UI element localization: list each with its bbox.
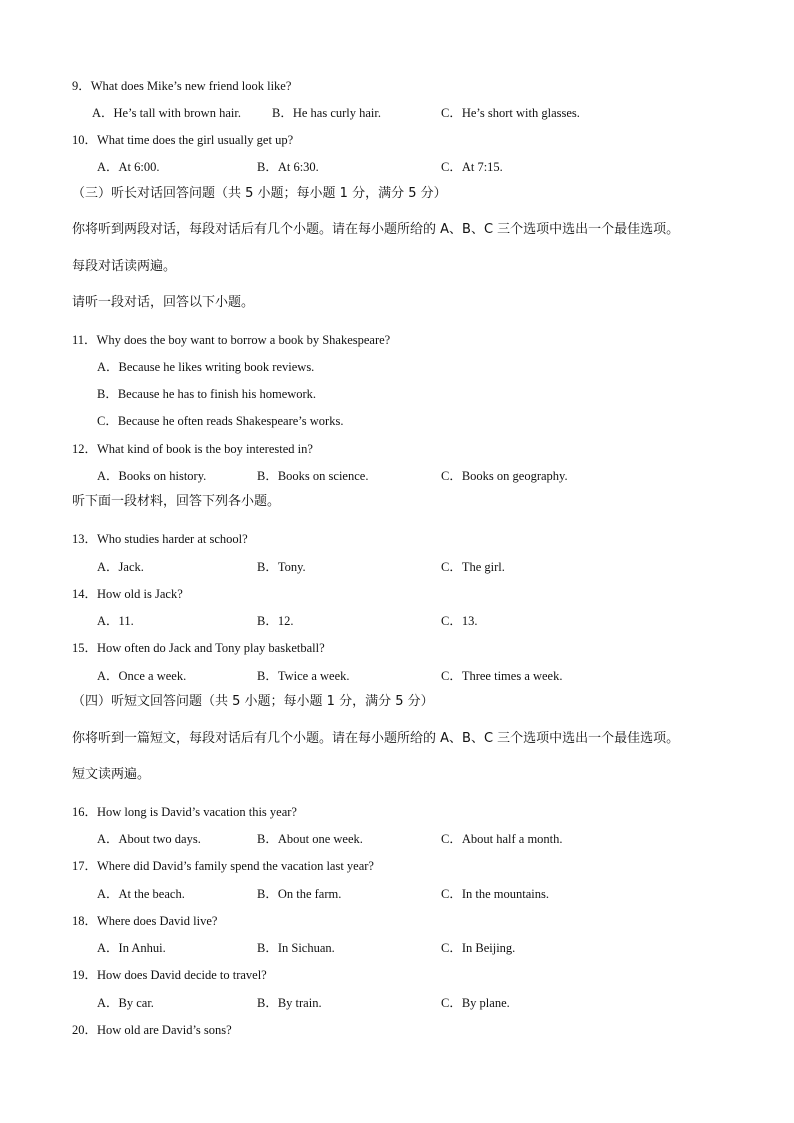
question-18-option-a[interactable]: A．In Anhui. (97, 941, 166, 955)
question-12-option-b[interactable]: B．Books on science. (257, 469, 369, 483)
question-9-stem: 9．What does Mike’s new friend look like? (72, 79, 292, 93)
question-15-option-c[interactable]: C．Three times a week. (441, 669, 563, 683)
question-13-option-a[interactable]: A．Jack. (97, 560, 144, 574)
question-19-option-b[interactable]: B．By train. (257, 996, 322, 1010)
question-16-stem: 16．How long is David’s vacation this year? (72, 805, 297, 819)
section-3-dialog-2-intro: 听下面一段材料，回答下列各小题。 (72, 494, 281, 509)
question-14-stem: 14．How old is Jack? (72, 587, 183, 601)
question-11-stem: 11．Why does the boy want to borrow a book by Shakespeare? (72, 333, 391, 347)
section-3-instructions: 你将听到两段对话，每段对话后有几个小题。请在每小题所给的 A、B、C 三个选项中选出一个最佳选项。 (72, 222, 680, 237)
section-4-instructions: 你将听到一篇短文，每段对话后有几个小题。请在每小题所给的 A、B、C 三个选项中选出一个最佳选项。 (72, 731, 680, 746)
section-3-dialog-1-intro: 请听一段对话，回答以下小题。 (72, 295, 255, 310)
question-15-stem: 15．How often do Jack and Tony play basketball? (72, 641, 325, 655)
question-11-option-c[interactable]: C．Because he often reads Shakespeare’s works. (97, 414, 344, 428)
question-10-stem: 10．What time does the girl usually get up? (72, 133, 294, 147)
question-11-option-b[interactable]: B．Because he has to finish his homework. (97, 387, 317, 401)
question-12-option-c[interactable]: C．Books on geography. (441, 469, 568, 483)
question-10-option-b[interactable]: B．At 6:30. (257, 160, 319, 174)
question-16-option-c[interactable]: C．About half a month. (441, 832, 563, 846)
question-12-stem: 12．What kind of book is the boy interested in? (72, 442, 313, 456)
question-15-option-b[interactable]: B．Twice a week. (257, 669, 350, 683)
question-10-option-a[interactable]: A．At 6:00. (97, 160, 160, 174)
question-17-stem: 17．Where did David’s family spend the vacation last year? (72, 859, 374, 873)
question-16-option-a[interactable]: A．About two days. (97, 832, 201, 846)
question-14-option-a[interactable]: A．11. (97, 614, 134, 628)
question-17-option-a[interactable]: A．At the beach. (97, 887, 185, 901)
question-9-option-a[interactable]: A．He’s tall with brown hair. (92, 106, 241, 120)
question-20-stem: 20．How old are David’s sons? (72, 1023, 232, 1037)
question-15-option-a[interactable]: A．Once a week. (97, 669, 187, 683)
question-18-stem: 18．Where does David live? (72, 914, 218, 928)
question-14-option-c[interactable]: C．13. (441, 614, 478, 628)
section-3-heading: （三）听长对话回答问题（共 5 小题；每小题 1 分，满分 5 分） (72, 186, 447, 201)
question-17-option-c[interactable]: C．In the mountains. (441, 887, 549, 901)
section-3-repeat-note: 每段对话读两遍。 (72, 259, 177, 274)
question-13-stem: 13．Who studies harder at school? (72, 532, 248, 546)
section-4-repeat-note: 短文读两遍。 (72, 767, 151, 782)
question-19-option-c[interactable]: C．By plane. (441, 996, 510, 1010)
question-17-option-b[interactable]: B．On the farm. (257, 887, 342, 901)
question-10-option-c[interactable]: C．At 7:15. (441, 160, 503, 174)
question-16-option-b[interactable]: B．About one week. (257, 832, 363, 846)
question-9-option-b[interactable]: B．He has curly hair. (272, 106, 382, 120)
section-4-heading: （四）听短文回答问题（共 5 小题；每小题 1 分，满分 5 分） (72, 694, 434, 709)
question-14-option-b[interactable]: B．12. (257, 614, 294, 628)
question-9-option-c[interactable]: C．He’s short with glasses. (441, 106, 580, 120)
question-18-option-b[interactable]: B．In Sichuan. (257, 941, 335, 955)
question-18-option-c[interactable]: C．In Beijing. (441, 941, 516, 955)
question-11-option-a[interactable]: A．Because he likes writing book reviews. (97, 360, 315, 374)
question-19-option-a[interactable]: A．By car. (97, 996, 154, 1010)
question-13-option-c[interactable]: C．The girl. (441, 560, 505, 574)
question-12-option-a[interactable]: A．Books on history. (97, 469, 207, 483)
question-19-stem: 19．How does David decide to travel? (72, 968, 267, 982)
question-13-option-b[interactable]: B．Tony. (257, 560, 306, 574)
